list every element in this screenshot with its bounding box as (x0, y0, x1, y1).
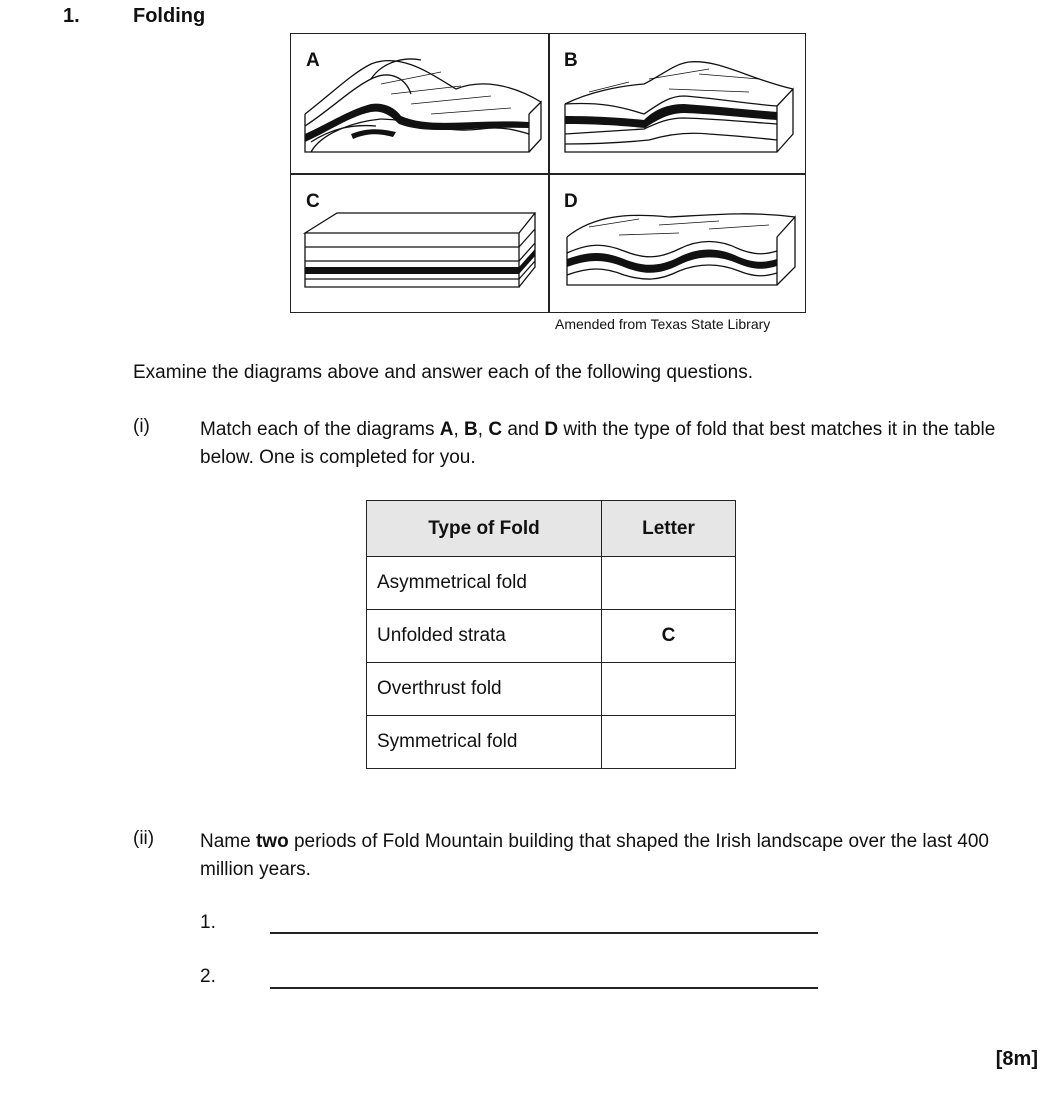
answer-number-1: 1. (200, 912, 216, 933)
panel-label-c: C (306, 191, 320, 212)
question-number: 1. (63, 5, 80, 27)
fold-type-cell: Symmetrical fold (367, 716, 602, 769)
diagram-panel-d (549, 175, 805, 313)
fold-type-cell: Asymmetrical fold (367, 557, 602, 610)
part-ii-number: (ii) (133, 828, 155, 849)
panel-label-d: D (564, 191, 578, 212)
panel-label-b: B (564, 50, 578, 71)
question-title: Folding (133, 5, 206, 27)
answer-line-2[interactable] (270, 987, 818, 989)
diagram-panel-c (291, 175, 547, 313)
letter-answer-cell[interactable] (602, 716, 736, 769)
diagram-panel-a (291, 34, 547, 172)
table-row (367, 610, 736, 663)
marks-total: [8m] (995, 1048, 1038, 1070)
asymmetrical-fold-illustration (549, 34, 805, 172)
answer-line-1[interactable] (270, 932, 818, 934)
letter-answer-cell[interactable]: C (602, 610, 736, 663)
symmetrical-fold-illustration (549, 175, 805, 313)
fold-type-cell: Unfolded strata (367, 610, 602, 663)
unfolded-strata-illustration (291, 175, 547, 313)
part-i-number: (i) (133, 416, 150, 437)
header-type-of-fold: Type of Fold (367, 501, 602, 557)
table-row (367, 716, 736, 769)
part-i-prompt: Match each of the diagrams A, B, C and D with the type of fold that best matches it in the table below. One is completed for you. (200, 419, 996, 468)
table-header-row (367, 501, 736, 557)
instructions: Examine the diagrams above and answer each of the following questions. (133, 362, 753, 383)
fold-type-cell: Overthrust fold (367, 663, 602, 716)
answer-number-2: 2. (200, 966, 216, 987)
part-ii-prompt: Name two periods of Fold Mountain building that shaped the Irish landscape over the last 400 million years. (200, 831, 989, 880)
header-letter: Letter (602, 501, 736, 557)
diagram-panel-b (549, 34, 805, 172)
overthrust-fold-illustration (291, 34, 547, 172)
table-row (367, 557, 736, 610)
fold-matching-table (366, 500, 736, 769)
diagram-grid (290, 33, 806, 313)
image-credit: Amended from Texas State Library (555, 316, 771, 332)
letter-answer-cell[interactable] (602, 663, 736, 716)
letter-answer-cell[interactable] (602, 557, 736, 610)
table-row (367, 663, 736, 716)
panel-label-a: A (306, 50, 320, 71)
